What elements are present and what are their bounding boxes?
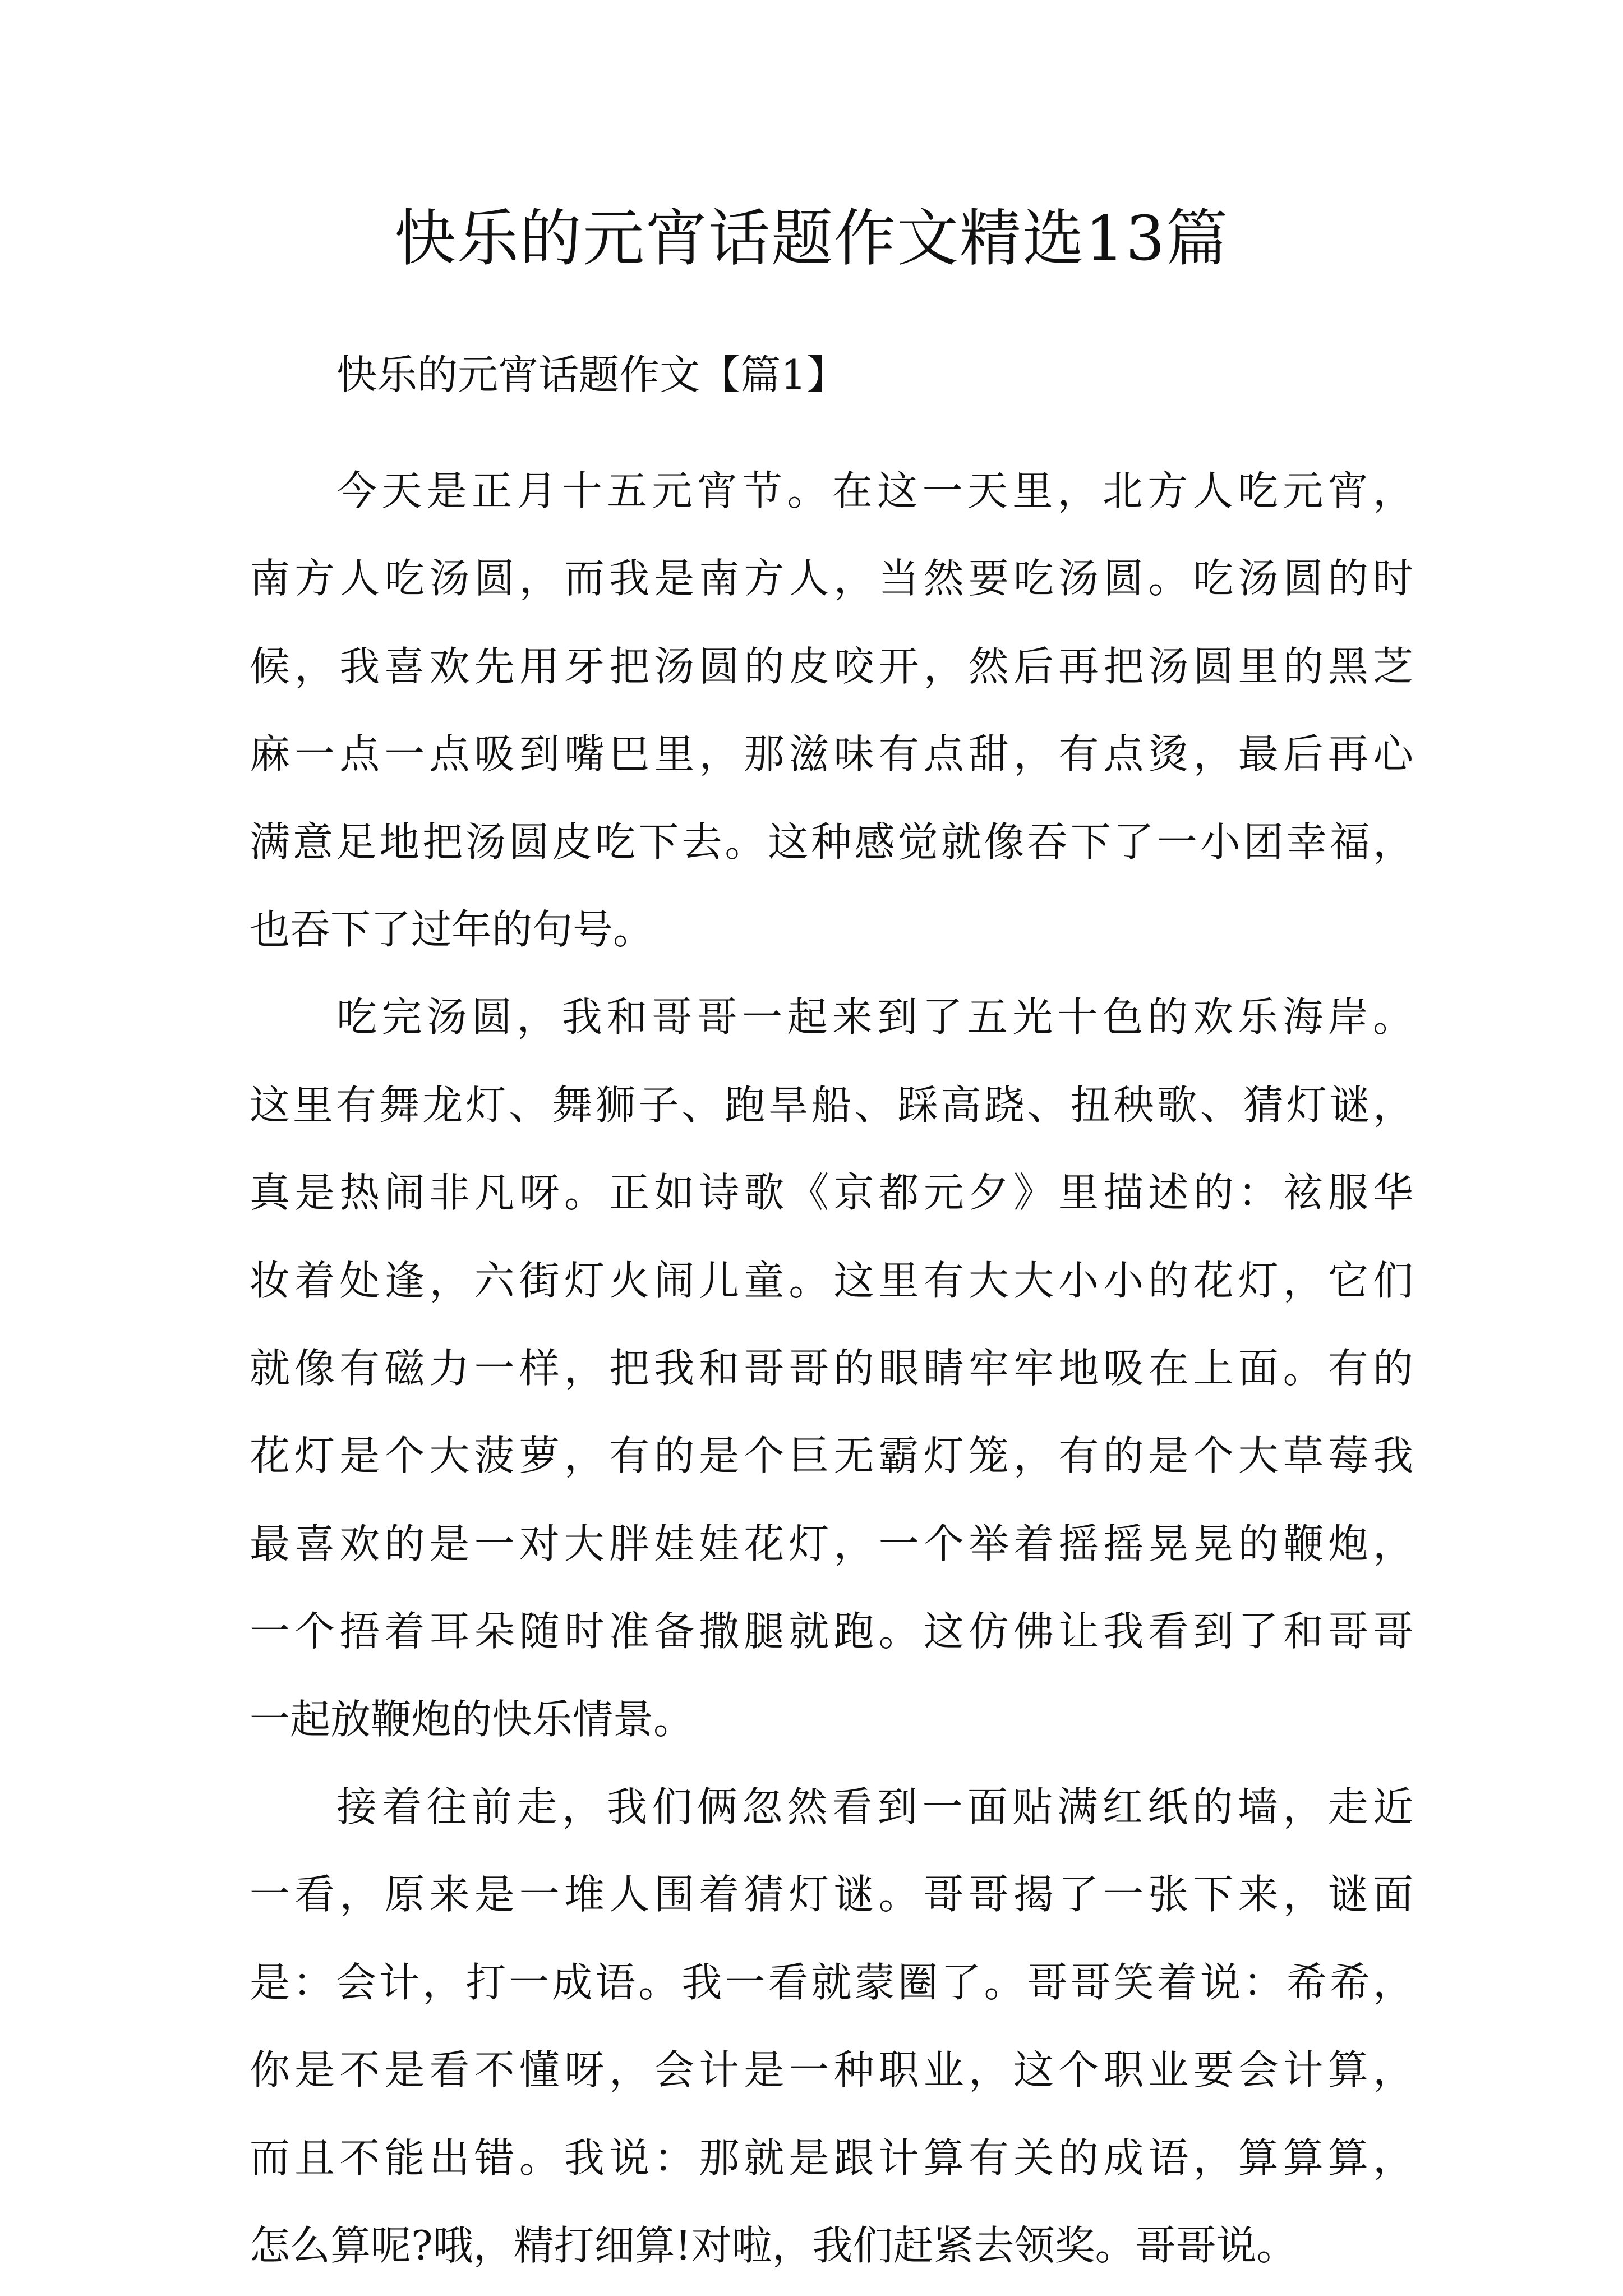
paragraph-2-line-1: 吃完汤圆，我和哥哥一起来到了五光十色的欢乐海岸。 <box>336 993 1413 1041</box>
paragraph-2-line-3: 真是热闹非凡呀。正如诗歌《京都元夕》里描述的：袨服华 <box>250 1169 1413 1216</box>
paragraph-2-line-6: 花灯是个大菠萝，有的是个巨无霸灯笼，有的是个大草莓我 <box>250 1432 1413 1479</box>
section-heading: 快乐的元宵话题作文【篇1】 <box>336 351 847 398</box>
document-title: 快乐的元宵话题作文精选13篇 <box>394 203 1229 274</box>
paragraph-1-line-6: 也吞下了过年的句号。 <box>250 906 654 953</box>
paragraph-1-line-3: 候，我喜欢先用牙把汤圆的皮咬开，然后再把汤圆里的黑芝 <box>250 643 1413 690</box>
paragraph-1-line-2: 南方人吃汤圆，而我是南方人，当然要吃汤圆。吃汤圆的时 <box>250 555 1413 602</box>
paragraph-3-line-1: 接着往前走，我们俩忽然看到一面贴满红纸的墙，走近 <box>336 1783 1413 1830</box>
paragraph-1-line-5: 满意足地把汤圆皮吃下去。这种感觉就像吞下了一小团幸福， <box>250 818 1413 866</box>
paragraph-3-line-5: 而且不能出错。我说：那就是跟计算有关的成语，算算算， <box>250 2134 1413 2182</box>
paragraph-1-line-4: 麻一点一点吸到嘴巴里，那滋味有点甜，有点烫，最后再心 <box>250 730 1413 777</box>
paragraph-3-line-3: 是：会计，打一成语。我一看就蒙圈了。哥哥笑着说：希希， <box>250 1959 1413 2006</box>
paragraph-2-line-4: 妆着处逢，六街灯火闹儿童。这里有大大小小的花灯，它们 <box>250 1257 1413 1304</box>
paragraph-2-line-5: 就像有磁力一样，把我和哥哥的眼睛牢牢地吸在上面。有的 <box>250 1345 1413 1392</box>
paragraph-2-line-2: 这里有舞龙灯、舞狮子、跑旱船、踩高跷、扭秧歌、猜灯谜， <box>250 1082 1413 1129</box>
paragraph-3-line-2: 一看，原来是一堆人围着猜灯谜。哥哥揭了一张下来，谜面 <box>250 1871 1413 1918</box>
paragraph-2-line-9: 一起放鞭炮的快乐情景。 <box>250 1696 694 1743</box>
paragraph-3-line-4: 你是不是看不懂呀，会计是一种职业，这个职业要会计算， <box>250 2046 1413 2093</box>
paragraph-3-line-6: 怎么算呢?哦，精打细算!对啦，我们赶紧去领奖。哥哥说。 <box>250 2222 1297 2269</box>
paragraph-2-line-7: 最喜欢的是一对大胖娃娃花灯，一个举着摇摇晃晃的鞭炮， <box>250 1520 1413 1567</box>
paragraph-1-line-1: 今天是正月十五元宵节。在这一天里，北方人吃元宵， <box>336 467 1413 514</box>
paragraph-2-line-8: 一个捂着耳朵随时准备撒腿就跑。这仿佛让我看到了和哥哥 <box>250 1608 1413 1655</box>
